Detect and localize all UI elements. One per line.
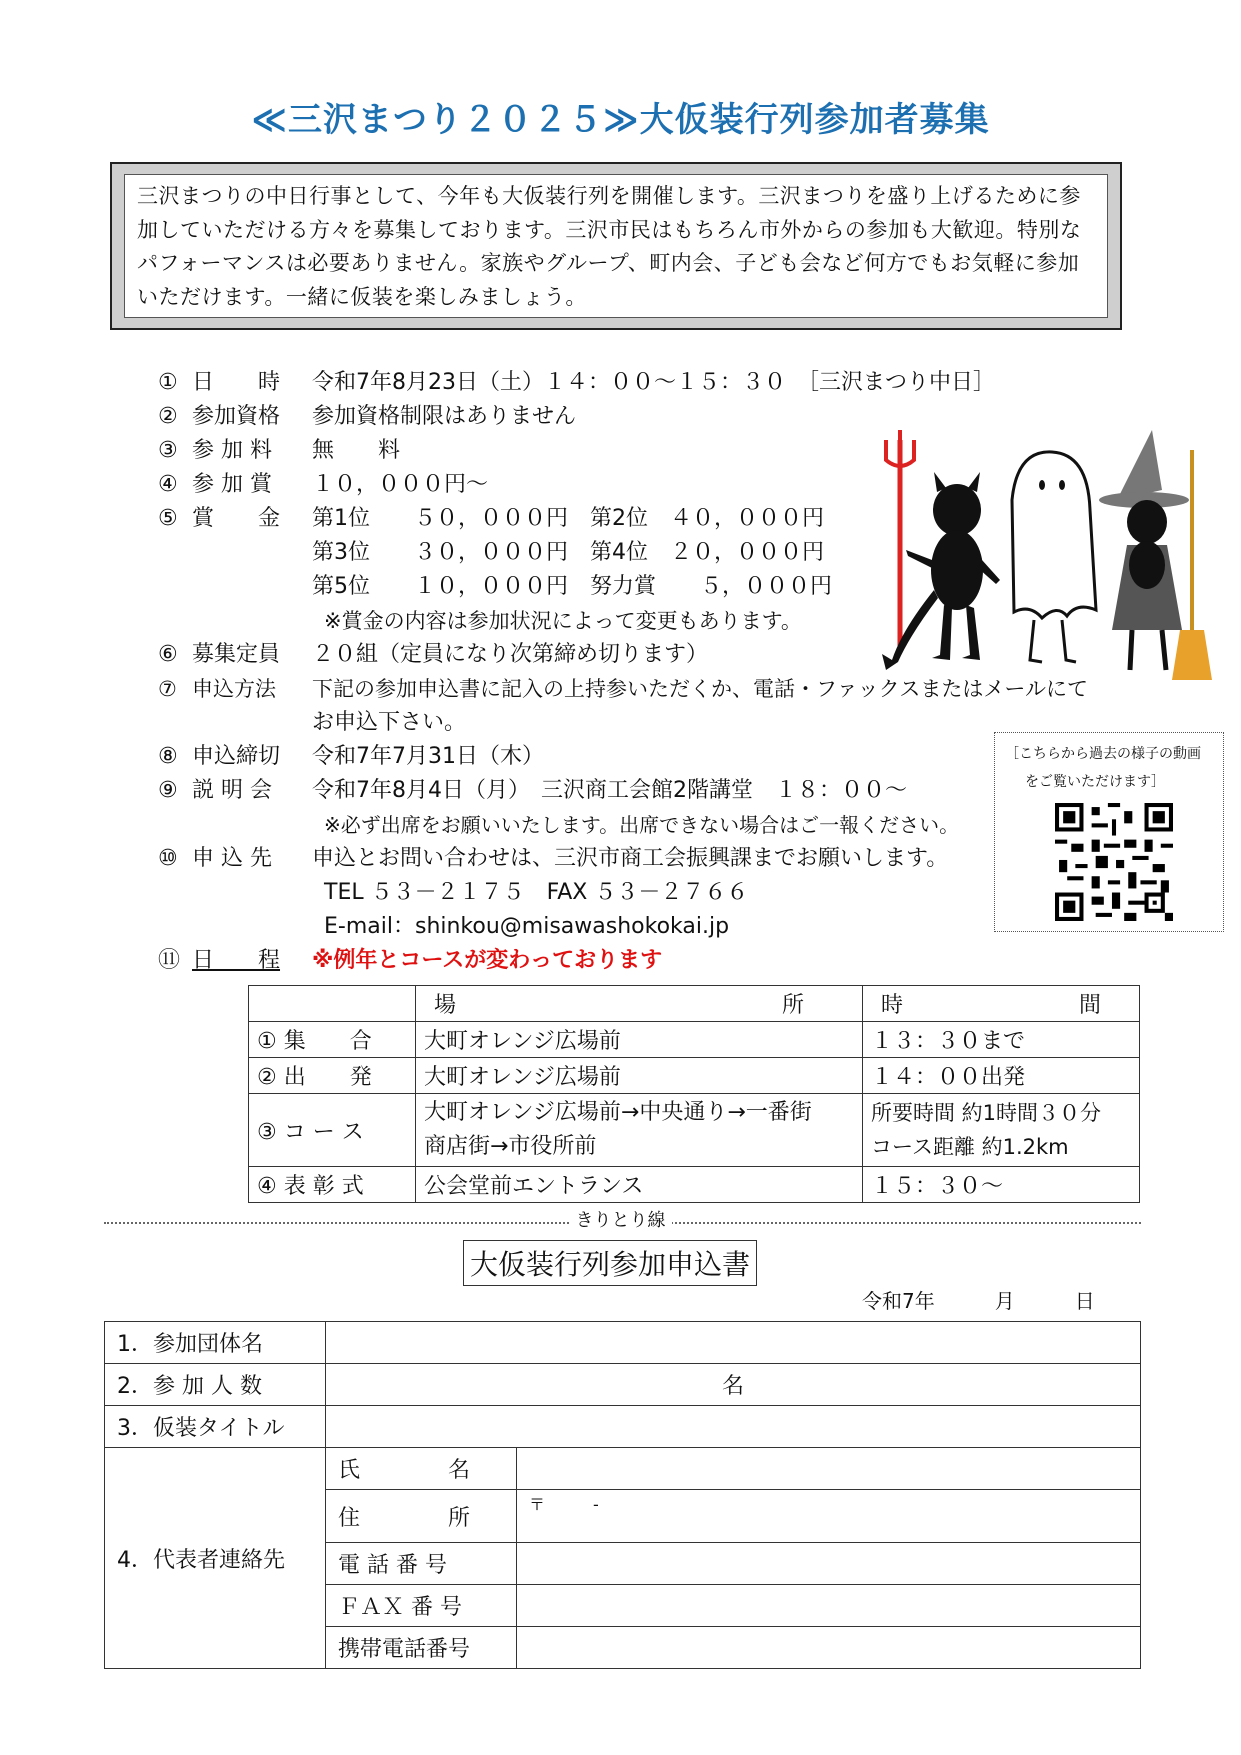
- table-row: ③ コ ー ス 大町オレンジ広場前→中央通り→一番街 商店街→市役所前 所要時間 約1時間３０分 コース距離 約1.2km: [249, 1094, 1140, 1167]
- header-place: 場 所: [416, 986, 863, 1022]
- ghost-icon: [1012, 452, 1096, 662]
- form-row-participants: 2．参 加 人 数 名: [105, 1364, 1141, 1406]
- participants-field[interactable]: 名: [326, 1364, 1141, 1406]
- schedule-table: [248, 985, 1140, 1203]
- prize-row-3: 第5位 １０，０００円 努力賞 ５，０００円: [312, 574, 832, 599]
- phone-field[interactable]: [517, 1543, 1141, 1585]
- contact-phone-fax: TEL ５３－２１７５ FAX ５３－２７６６: [324, 880, 749, 905]
- intro-inner: [124, 174, 1108, 318]
- item-capacity: ⑥ 募集定員 ２０組（定員になり次第締め切ります）: [158, 642, 709, 667]
- item-deadline: ⑧ 申込締切 令和7年7月31日（木）: [158, 744, 544, 769]
- contact-email: E-mail：shinkou@misawashokokai.jp: [324, 914, 730, 939]
- schedule-change-note: ※例年とコースが変わっております: [312, 948, 663, 973]
- table-row: ④ 表 彰 式 公会堂前エントランス １５：３０～: [249, 1167, 1140, 1203]
- group-name-field[interactable]: [326, 1322, 1141, 1364]
- item-eligibility: ② 参加資格 参加資格制限はありません: [158, 404, 577, 429]
- item-participation-prize: ④ 参 加 賞 １０，０００円～: [158, 472, 489, 497]
- table-header-row: [249, 986, 1140, 1022]
- form-date: 令和7年 月 日: [862, 1289, 1095, 1313]
- item-fee: ③ 参 加 料 無 料: [158, 438, 401, 463]
- form-row-mobile: 携帯電話番号: [105, 1627, 1141, 1669]
- costume-title-field[interactable]: [326, 1406, 1141, 1448]
- item-date: ① 日 時 令和7年8月23日（土）１４：００～１５：３０ ［三沢まつり中日］: [158, 370, 995, 395]
- table-row: ① 集 合 大町オレンジ広場前 １３：３０まで: [249, 1022, 1140, 1058]
- mobile-field[interactable]: [517, 1627, 1141, 1669]
- application-method-line2: お申込下さい。: [312, 710, 467, 735]
- item-briefing: ⑨ 説 明 会 令和7年8月4日（月） 三沢商工会館2階講堂 １８：００～: [158, 778, 907, 803]
- page-title: ≪三沢まつり２０２５≫大仮装行列参加者募集: [251, 100, 990, 140]
- prize-row-2: 第3位 ３０，０００円 第4位 ２０，０００円: [312, 540, 824, 565]
- intro-text: 三沢まつりの中日行事として、今年も大仮装行列を開催します。三沢まつりを盛り上げるために参加していただける方々を募集しております。三沢市民はもちろん市外からの参加も大歓迎。特別なパフォーマンスは必要ありません。家族やグループ、町内会、子ども会など何方でもお気軽に参加いただけます。一緒に仮装を楽しみましょう。: [137, 184, 1082, 309]
- witch-icon: [1099, 430, 1189, 670]
- briefing-note: ※必ず出席をお願いいたします。出席できない場合はご一報ください。: [324, 813, 960, 837]
- form-row-phone: 電 話 番 号: [105, 1543, 1141, 1585]
- item-schedule: ⑪ 日 程 ※例年とコースが変わっております: [158, 948, 663, 973]
- representative-name-field[interactable]: [517, 1448, 1141, 1490]
- pitchfork-icon: [886, 430, 914, 650]
- form-row-representative-name: 4．代表者連絡先 氏 名: [105, 1448, 1141, 1490]
- item-contact: ⑩ 申 込 先 申込とお問い合わせは、三沢市商工会振興課までお願いします。: [158, 846, 949, 871]
- broom-icon: [1172, 450, 1212, 680]
- qr-caption-line1: ［こちらから過去の様子の動画: [1005, 746, 1201, 762]
- cut-line-label: きりとり線: [570, 1210, 672, 1231]
- fax-field[interactable]: [517, 1585, 1141, 1627]
- item-application-method: ⑦ 申込方法 下記の参加申込書に記入の上持参いただくか、電話・ファックスまたはメールにて: [158, 677, 1088, 701]
- address-field[interactable]: 〒 -: [517, 1490, 1141, 1543]
- prize-note: ※賞金の内容は参加状況によって変更もあります。: [324, 609, 802, 633]
- halloween-characters-illustration: [862, 430, 1212, 690]
- intro-box: [110, 162, 1122, 330]
- form-row-costume-title: 3．仮装タイトル: [105, 1406, 1141, 1448]
- qr-code-icon[interactable]: [1055, 803, 1173, 921]
- item-prize-money: ⑤ 賞 金 第1位 ５０，０００円 第2位 ４０，０００円: [158, 506, 824, 531]
- table-row: ② 出 発 大町オレンジ広場前 １４：００出発: [249, 1058, 1140, 1094]
- form-row-fax: ＦＡＸ 番 号: [105, 1585, 1141, 1627]
- qr-code-box: [994, 732, 1224, 932]
- qr-caption-line2: をご覧いただけます］: [1025, 774, 1165, 790]
- form-title: 大仮装行列参加申込書: [463, 1240, 757, 1286]
- form-row-address: 住 所 〒 -: [105, 1490, 1141, 1543]
- header-time: 時 間: [863, 986, 1140, 1022]
- form-row-group-name: 1．参加団体名: [105, 1322, 1141, 1364]
- application-form-table: [104, 1321, 1141, 1669]
